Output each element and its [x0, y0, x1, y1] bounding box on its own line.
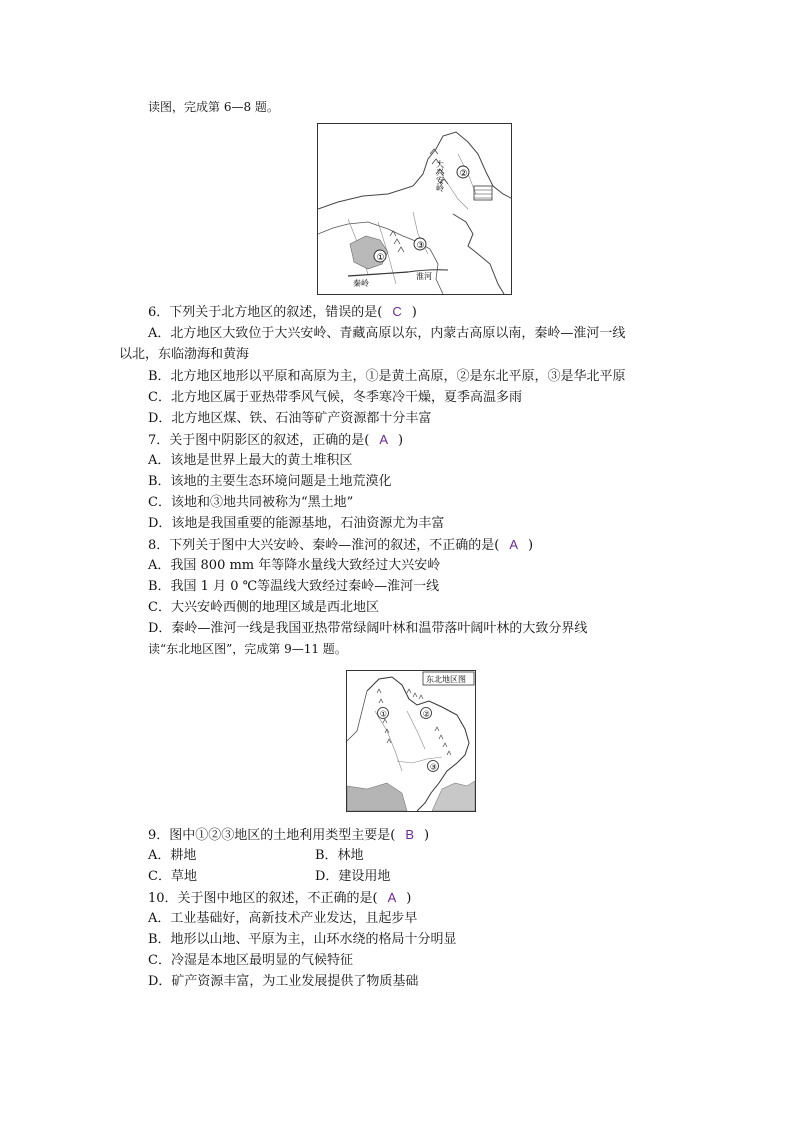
q6-option-b: B．北方地区地形以平原和高原为主，①是黄土高原，②是东北平原，③是华北平原	[148, 369, 626, 384]
northeast-china-map	[346, 670, 476, 812]
q9-option-c: C．草地	[148, 869, 197, 884]
q8-option-b: B．我国 1 月 0 ℃等温线大致经过秦岭—淮河一线	[148, 579, 440, 594]
question-7-text: 7．关于图中阴影区的叙述，正确的是(	[148, 433, 370, 448]
question-9-stem	[148, 825, 429, 845]
question-7-close: )	[398, 433, 404, 448]
instruction-6-8: 读图，完成第 6—8 题。	[148, 100, 279, 114]
q7-option-a: A．该地是世界上最大的黄土堆积区	[148, 453, 353, 468]
question-6-text: 6．下列关于北方地区的叙述，错误的是(	[148, 305, 383, 320]
q7-option-c: C．该地和③地共同被称为“黑土地”	[148, 495, 354, 510]
question-8-answer: A	[509, 537, 519, 552]
question-7-stem	[148, 430, 403, 450]
question-9-answer: B	[405, 827, 415, 842]
instruction-9-11: 读“东北地区图”，完成第 9—11 题。	[148, 642, 347, 656]
q6-option-a-cont: 以北，东临渤海和黄海	[119, 347, 250, 362]
q6-option-d: D．北方地区煤、铁、石油等矿产资源都十分丰富	[148, 411, 432, 426]
northeast-china-map-drawing	[347, 671, 475, 811]
question-10-close: )	[406, 891, 412, 906]
map2-title: 东北地区图	[426, 675, 466, 684]
question-8-close: )	[528, 538, 534, 553]
question-10-stem	[148, 888, 411, 908]
question-10-text: 10．关于图中地区的叙述，不正确的是(	[148, 891, 378, 906]
q9-option-b: B．林地	[315, 848, 364, 863]
q10-option-b: B．地形以山地、平原为主，山环水绕的格局十分明显	[148, 932, 457, 947]
q10-option-a: A．工业基础好，高新技术产业发达，且起步早	[148, 911, 418, 926]
map1-label-daxinganling: 大兴安岭	[435, 160, 445, 192]
q8-option-c: C．大兴安岭西侧的地理区域是西北地区	[148, 600, 379, 615]
q10-option-c: C．冷湿是本地区最明显的气候特征	[148, 953, 353, 968]
map2-label-2: ②	[422, 709, 430, 719]
question-9-close: )	[424, 828, 430, 843]
q6-option-a: A．北方地区大致位于大兴安岭、青藏高原以东，内蒙古高原以南，秦岭—淮河一线	[148, 326, 626, 341]
q9-option-a: A．耕地	[148, 848, 197, 863]
q9-option-d: D．建设用地	[315, 869, 391, 884]
map1-label-huaihe: 淮河	[416, 272, 432, 281]
question-8-text: 8．下列关于图中大兴安岭、秦岭—淮河的叙述，不正确的是(	[148, 538, 500, 553]
question-6-stem	[148, 302, 417, 322]
map2-label-3: ③	[429, 762, 437, 772]
map2-label-1: ①	[379, 709, 387, 719]
question-9-text: 9．图中①②③地区的土地利用类型主要是(	[148, 828, 396, 843]
north-china-map	[317, 123, 512, 295]
q8-option-a: A．我国 800 mm 年等降水量线大致经过大兴安岭	[148, 558, 441, 573]
q7-option-b: B．该地的主要生态环境问题是土地荒漠化	[148, 474, 392, 489]
question-7-answer: A	[379, 432, 389, 447]
question-8-stem	[148, 535, 533, 555]
q8-option-d: D．秦岭—淮河一线是我国亚热带常绿阔叶林和温带落叶阔叶林的大致分界线	[148, 621, 588, 636]
map1-label-3: ③	[416, 241, 425, 251]
q10-option-d: D．矿产资源丰富，为工业发展提供了物质基础	[148, 974, 419, 989]
q6-option-c: C．北方地区属于亚热带季风气候，冬季寒冷干燥，夏季高温多雨	[148, 390, 522, 405]
question-6-answer: C	[392, 304, 402, 319]
map1-label-2: ②	[459, 169, 468, 179]
map1-label-1: ①	[376, 253, 385, 263]
question-6-close: )	[411, 305, 417, 320]
map1-label-qinling: 秦岭	[353, 279, 369, 288]
question-10-answer: A	[387, 890, 397, 905]
q7-option-d: D．该地是我国重要的能源基地，石油资源尤为丰富	[148, 516, 445, 531]
north-china-map-drawing	[318, 124, 511, 294]
